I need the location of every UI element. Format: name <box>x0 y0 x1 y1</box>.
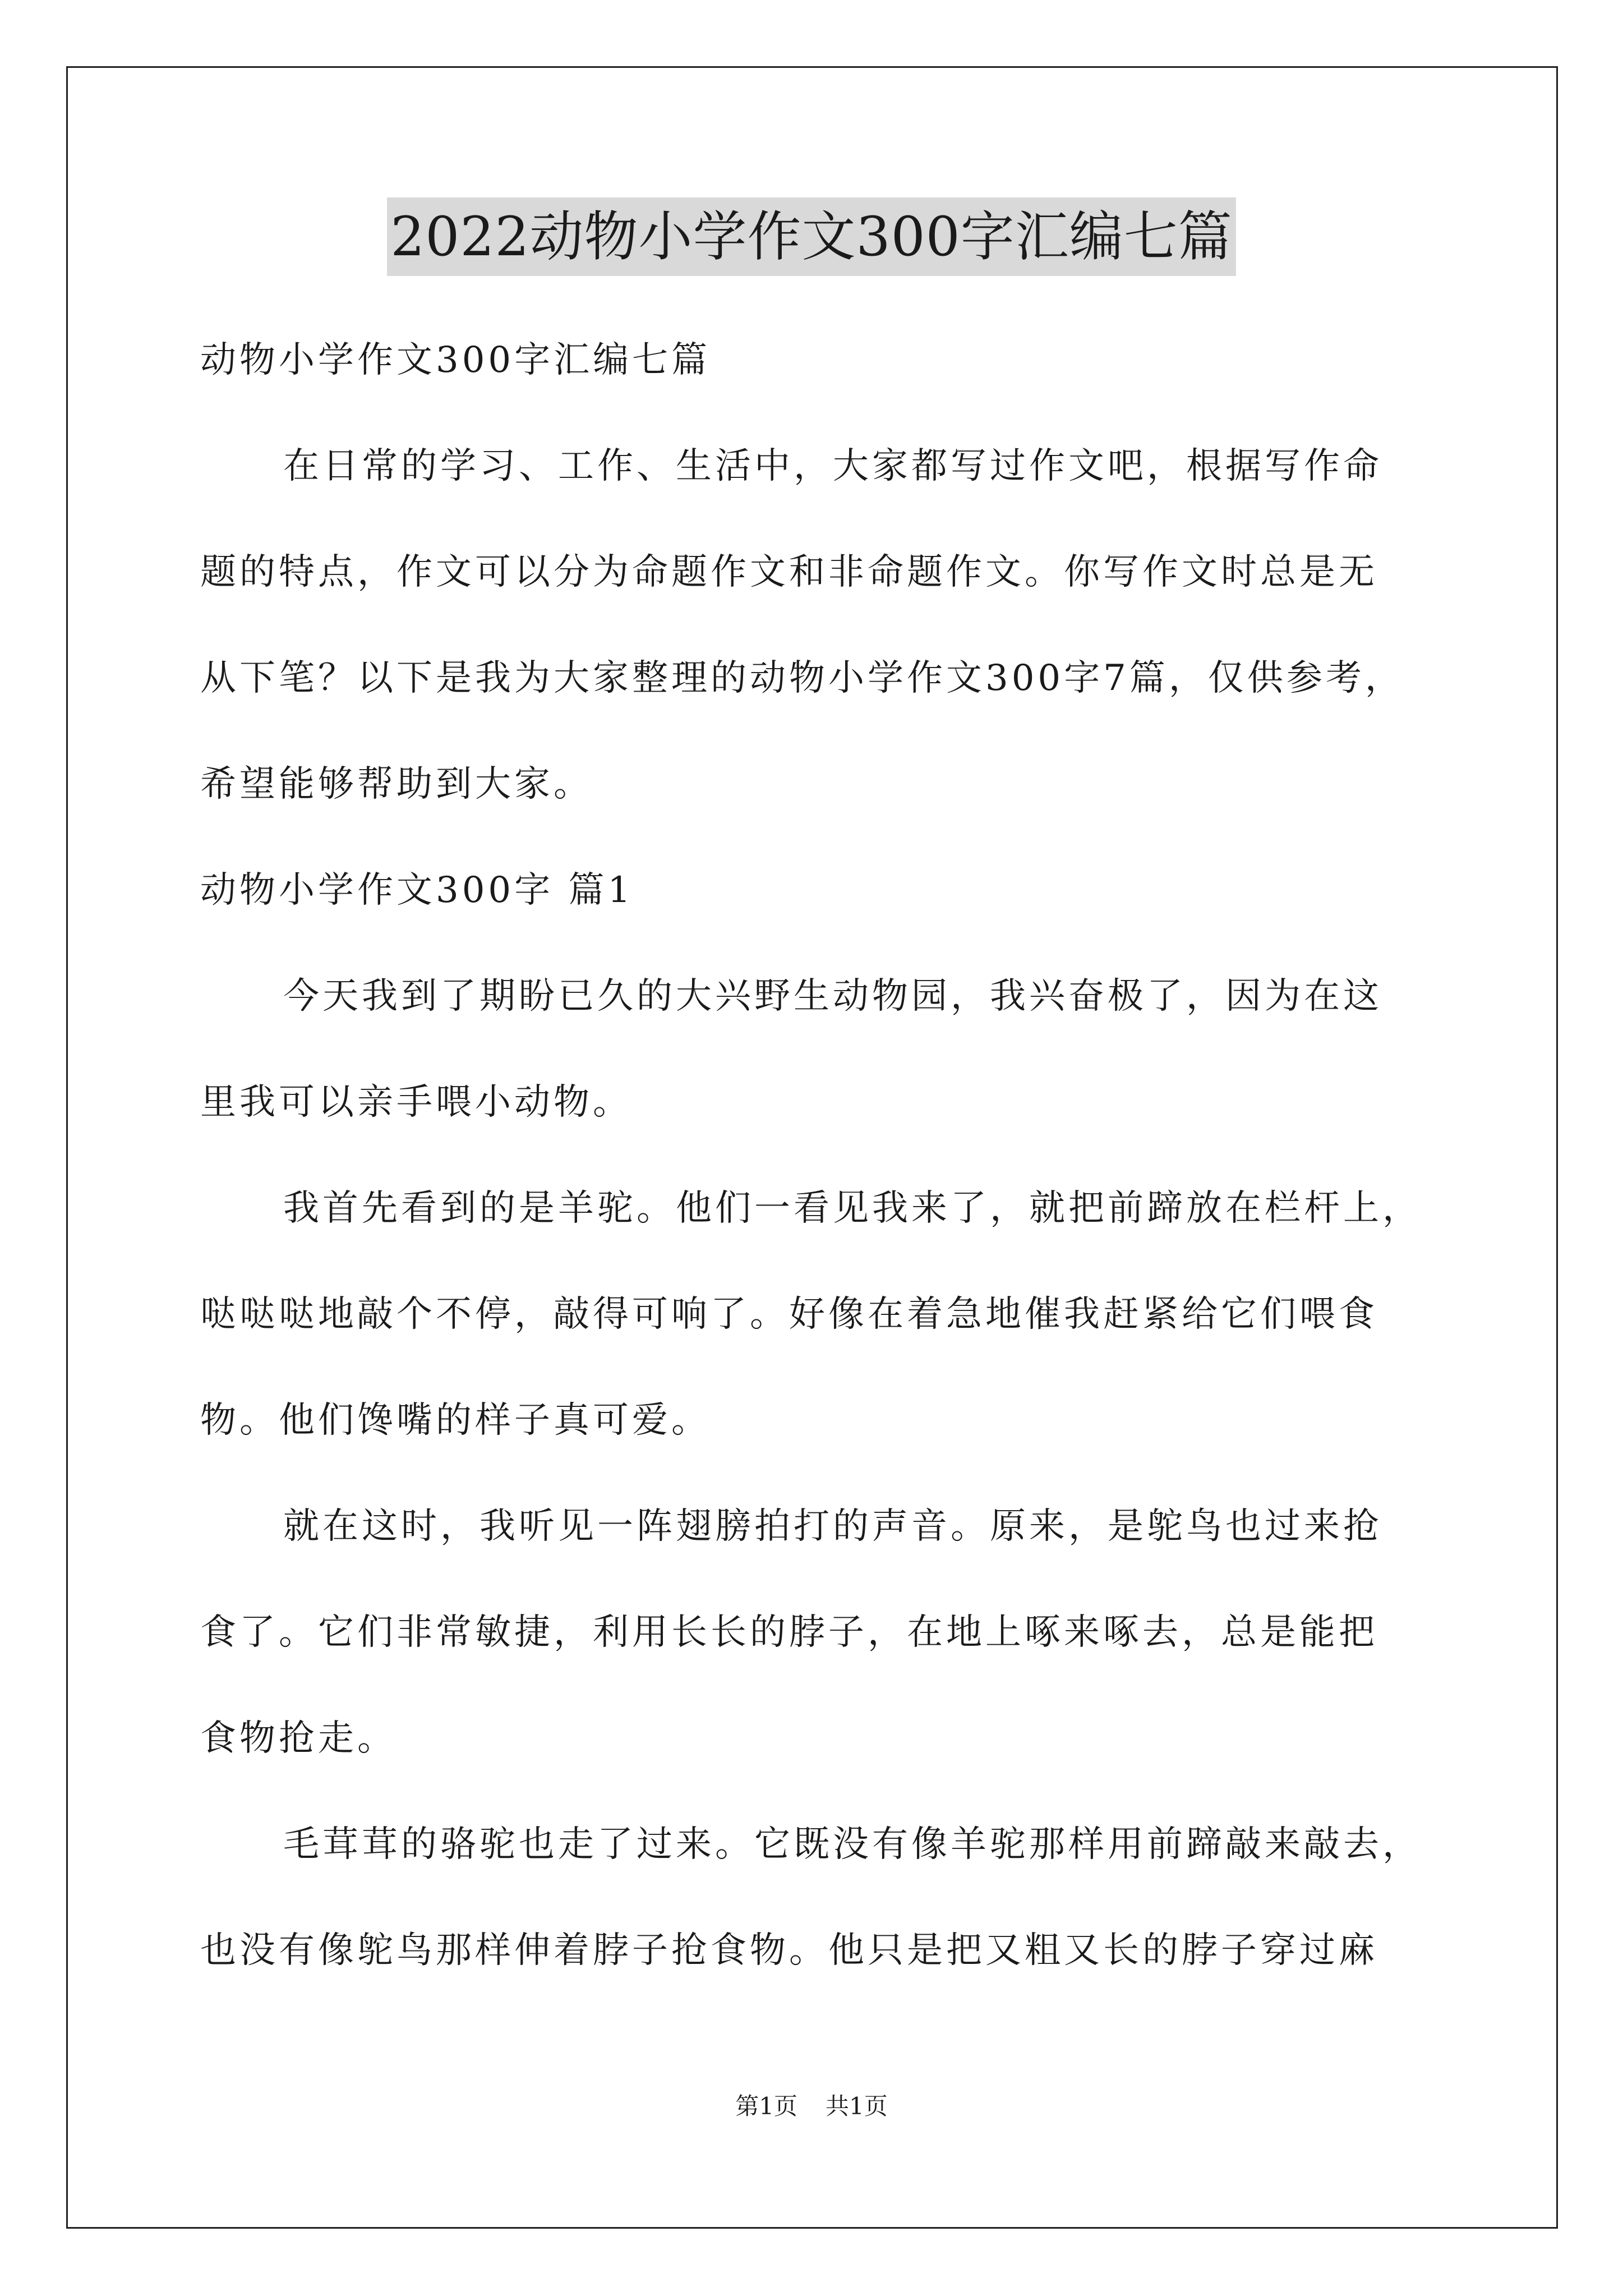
page-number: 第1页 <box>735 2092 797 2120</box>
text-line: 希望能够帮助到大家。 <box>200 763 593 805</box>
text-line: 也没有像鸵鸟那样伸着脖子抢食物。他只是把又粗又长的脖子穿过麻 <box>200 1930 1378 1971</box>
page-count: 共1页 <box>826 2092 888 2120</box>
text-line: 食物抢走。 <box>200 1718 396 1759</box>
text-line: 我首先看到的是羊驼。他们一看见我来了，就把前蹄放在栏杆上， <box>283 1188 1422 1229</box>
text-line: 今天我到了期盼已久的大兴野生动物园，我兴奋极了，因为在这 <box>283 976 1382 1017</box>
text-line: 题的特点，作文可以分为命题作文和非命题作文。你写作文时总是无 <box>200 551 1378 593</box>
text-line: 动物小学作文300字汇编七篇 <box>200 339 711 381</box>
page-footer <box>0 2090 1623 2123</box>
text-line: 从下笔？以下是我为大家整理的动物小学作文300字7篇，仅供参考， <box>200 657 1404 699</box>
text-line: 就在这时，我听见一阵翅膀拍打的声音。原来，是鸵鸟也过来抢 <box>283 1506 1382 1547</box>
text-line: 物。他们馋嘴的样子真可爱。 <box>200 1400 711 1441</box>
text-line: 哒哒哒地敲个不停，敲得可响了。好像在着急地催我赶紧给它们喂食 <box>200 1294 1378 1335</box>
text-line: 毛茸茸的骆驼也走了过来。它既没有像羊驼那样用前蹄敲来敲去， <box>283 1824 1422 1865</box>
text-line: 在日常的学习、工作、生活中，大家都写过作文吧，根据写作命 <box>283 445 1382 487</box>
text-line: 食了。它们非常敏捷，利用长长的脖子，在地上啄来啄去，总是能把 <box>200 1612 1378 1653</box>
title-container <box>0 197 1623 276</box>
section-heading: 动物小学作文300字 篇1 <box>200 869 634 911</box>
text-line: 里我可以亲手喂小动物。 <box>200 1082 632 1123</box>
document-title: 2022动物小学作文300字汇编七篇 <box>387 197 1236 276</box>
document-body <box>200 307 1451 2004</box>
